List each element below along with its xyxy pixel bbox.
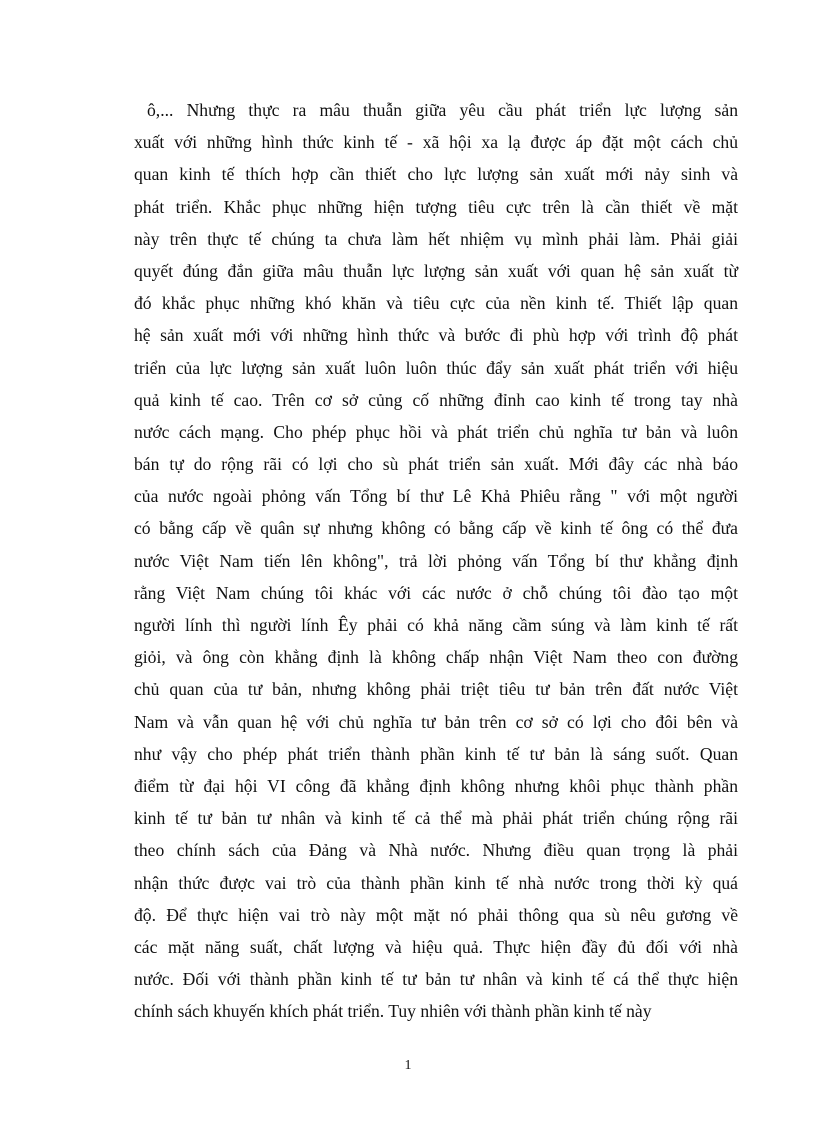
text-line: có bằng cấp về quân sự nhưng không có bằng cấp về kinh tế ông có thể đưa	[134, 518, 738, 539]
text-line: nước cách mạng. Cho phép phục hồi và phát triển chủ nghĩa tư bản và luôn	[134, 421, 738, 442]
text-line: nước Việt Nam tiến lên không", trả lời phỏng vấn Tổng bí thư khẳng định	[134, 550, 738, 571]
text-line: chủ quan của tư bản, nhưng không phải triệt tiêu tư bản trên đất nước Việt	[134, 679, 738, 700]
text-line: của nước ngoài phỏng vấn Tổng bí thư Lê Khả Phiêu rằng " với một người	[134, 486, 738, 507]
text-line: kinh tế tư bản tư nhân và kinh tế cả thể mà phải phát triển chúng rộng rãi	[134, 808, 738, 829]
text-line: như vậy cho phép phát triển thành phần kinh tế tư bản là sáng suốt. Quan	[134, 743, 738, 764]
text-line: quan kinh tế thích hợp cần thiết cho lực lượng sản xuất mới nảy sinh và	[134, 164, 738, 185]
text-line: ô,... Nhưng thực ra mâu thuẫn giữa yêu cầu phát triển lực lượng sản	[147, 100, 738, 120]
text-line: phát triển. Khắc phục những hiện tượng tiêu cực trên là cần thiết về mặt	[134, 196, 738, 217]
text-line: triển của lực lượng sản xuất luôn luôn thúc đẩy sản xuất phát triển với hiệu	[134, 357, 738, 378]
text-line: nhận thức được vai trò của thành phần kinh tế nhà nước trong thời kỳ quá	[134, 872, 738, 893]
text-line: giỏi, và ông còn khẳng định là không chấp nhận Việt Nam theo con đường	[134, 647, 738, 668]
text-line: quyết đúng đắn giữa mâu thuẫn lực lượng sản xuất với quan hệ sản xuất từ	[134, 260, 738, 281]
page-number: 1	[404, 1058, 412, 1073]
body-paragraph	[134, 94, 738, 1027]
text-line: bán tự do rộng rãi có lợi cho sù phát triển sản xuất. Mới đây các nhà báo	[134, 454, 738, 475]
text-line: độ. Để thực hiện vai trò này một mặt nó phải thông qua sù nêu gương về	[134, 904, 738, 925]
text-line: nước. Đối với thành phần kinh tế tư bản tư nhân và kinh tế cá thể thực hiện	[134, 969, 738, 990]
text-line: xuất với những hình thức kinh tế - xã hội xa lạ được áp đặt một cách chủ	[134, 132, 738, 153]
text-line: quả kinh tế cao. Trên cơ sở củng cố những đỉnh cao kinh tế trong tay nhà	[134, 389, 738, 410]
text-line: các mặt năng suất, chất lượng và hiệu quả. Thực hiện đầy đủ đối với nhà	[134, 936, 738, 957]
text-line: Nam và vẫn quan hệ với chủ nghĩa tư bản trên cơ sở có lợi cho đôi bên và	[134, 711, 738, 732]
text-line: đó khắc phục những khó khăn và tiêu cực của nền kinh tế. Thiết lập quan	[134, 293, 738, 314]
text-line: chính sách khuyến khích phát triển. Tuy nhiên với thành phần kinh tế này	[134, 1001, 652, 1022]
text-line: rằng Việt Nam chúng tôi khác với các nước ở chỗ chúng tôi đào tạo một	[134, 582, 738, 603]
text-line: hệ sản xuất mới với những hình thức và bước đi phù hợp với trình độ phát	[134, 325, 738, 346]
text-line: theo chính sách của Đảng và Nhà nước. Nhưng điều quan trọng là phải	[134, 840, 738, 861]
text-line: điểm từ đại hội VI công đã khẳng định không nhưng khôi phục thành phần	[134, 775, 738, 796]
text-line: này trên thực tế chúng ta chưa làm hết nhiệm vụ mình phải làm. Phải giải	[134, 228, 738, 249]
text-line: người lính thì người lính Êy phải có khả năng cầm súng và làm kinh tế rất	[134, 615, 738, 635]
